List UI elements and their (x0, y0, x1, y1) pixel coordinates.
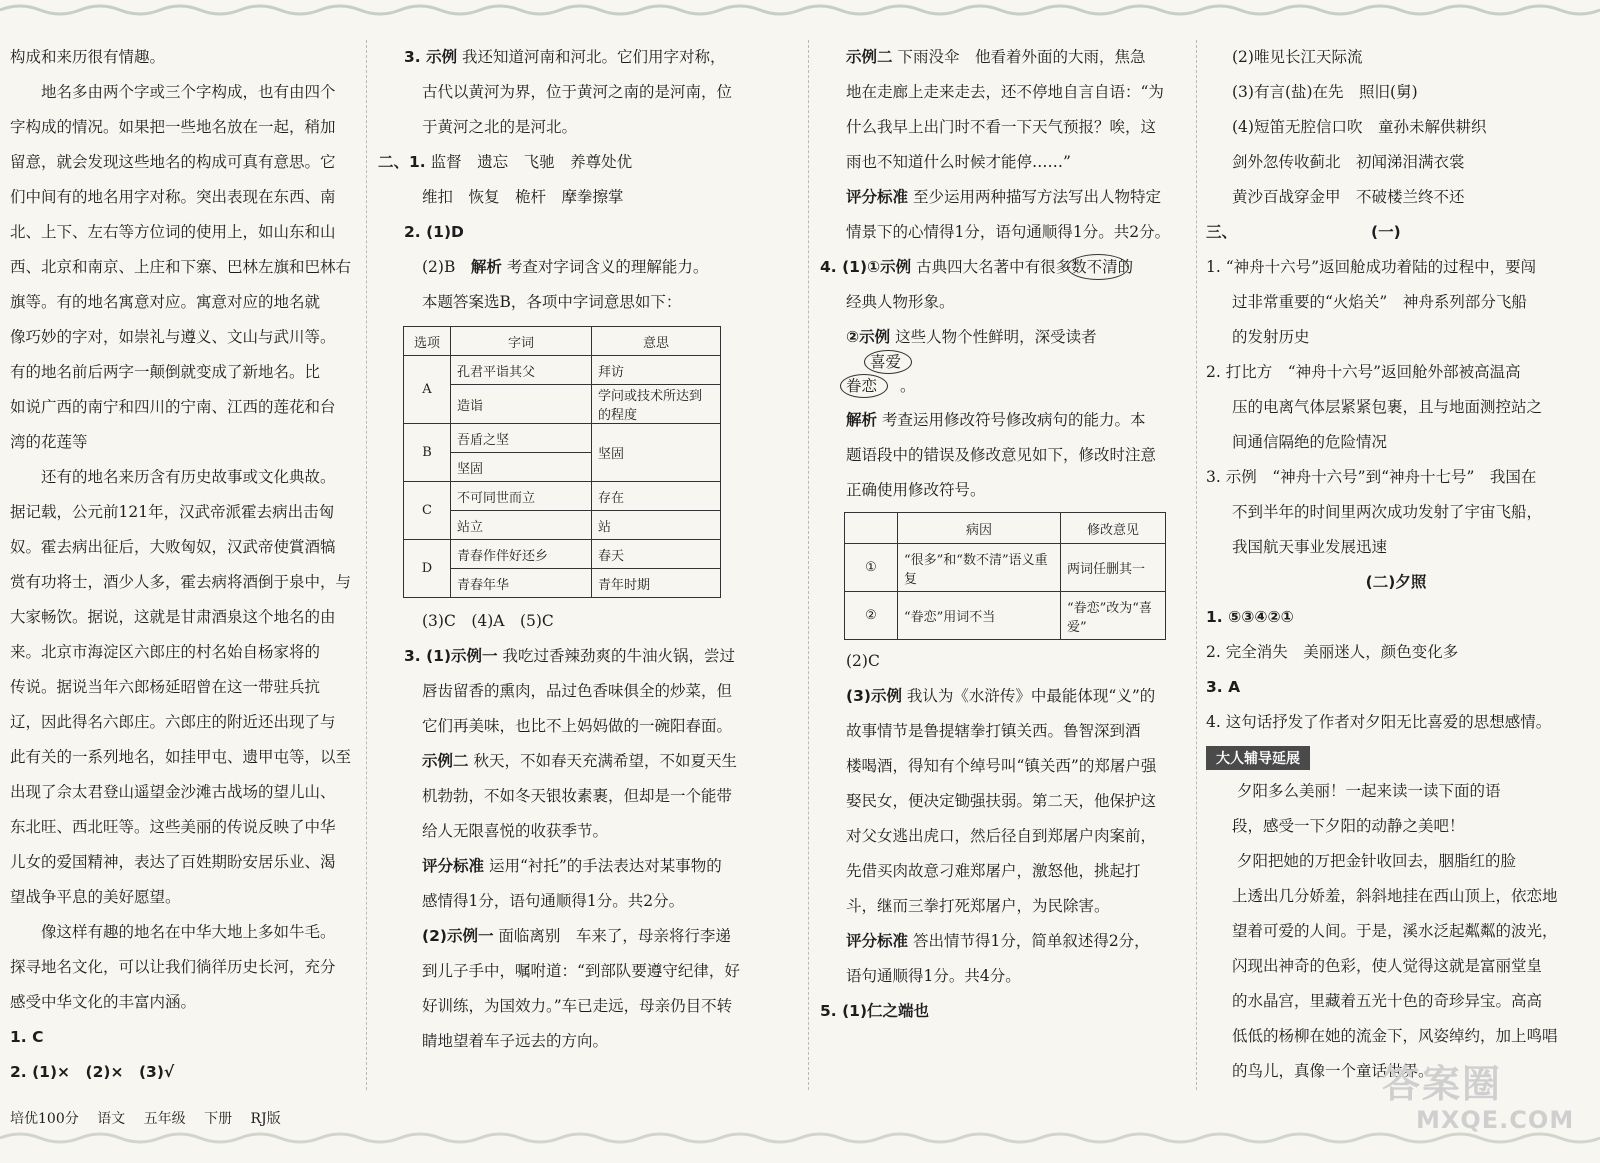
example-label: 示例二 (846, 48, 893, 66)
answer-line: (4)短笛无腔信口吹 童孙未解供耕织 (1232, 118, 1487, 136)
column-4 (1206, 40, 1586, 1089)
text-line: 本题答案选B，各项中字词意思如下： (422, 293, 682, 311)
text-line: 语句通顺得1分。共4分。 (846, 967, 1021, 985)
table-cell: ① (845, 544, 898, 592)
period-mark: 。 (900, 377, 916, 395)
text-line: 至少运用两种描写方法写出人物特定 (912, 188, 1161, 206)
table-cell: 站立 (451, 511, 592, 540)
text-line: 望战争平息的美好愿望。 (10, 888, 181, 906)
revision-line (820, 355, 1190, 403)
answer-line: 2. (1)× (2)× (3)√ (10, 1063, 175, 1081)
table-cell: C (404, 482, 451, 540)
text-line: 于黄河之北的是河北。 (422, 118, 578, 136)
section-label: 三、 (1206, 223, 1238, 241)
replaced-ellipse (840, 374, 888, 398)
table-cell: A (404, 356, 451, 424)
text-line: 娶民女，便决定锄强扶弱。第二天，他保护这 (846, 792, 1157, 810)
text-line: 探寻地名文化，可以让我们徜徉历史长河，充分 (10, 958, 336, 976)
text-line: 它们再美味，也比不上妈妈做的一碗阳春面。 (422, 717, 733, 735)
score-label: 评分标准 (846, 932, 909, 950)
answer-label: (3)示例 (846, 687, 902, 705)
column-1 (10, 40, 358, 1090)
text-line: 3. 示例 “神舟十六号”到“神舟十七号” 我国在 (1206, 468, 1537, 486)
text-line: 儿女的爱国精神，表达了百姓期盼安居乐业、渴 (10, 853, 336, 871)
text-line: 留意，就会发现这些地名的构成可真有意思。它 (10, 153, 336, 171)
footer-term: 下册 (204, 1111, 233, 1127)
table-cell: 拜访 (592, 356, 721, 385)
table-cell: “眷恋”用词不当 (898, 592, 1061, 640)
top-wave-border (0, 0, 1600, 22)
answer-line: 剑外忽传收蓟北 初闻涕泪满衣裳 (1232, 153, 1465, 171)
text-line: 维扣 恢复 桅杆 摩拳擦掌 (422, 188, 624, 206)
watermark-logo (1382, 1062, 1582, 1142)
text-line: 对父女逃出虎口，然后径自到郑屠户肉案前， (846, 827, 1157, 845)
table-cell: 吾盾之坚 (451, 424, 592, 453)
text-line: 楼喝酒，得知有个绰号叫“镇关西”的郑屠户强 (846, 757, 1157, 775)
text-line: 考查对字词含义的理解能力。 (506, 258, 709, 276)
text-line: 地在走廊上走来走去，还不停地自言自语：“为 (846, 83, 1164, 101)
table-header (845, 513, 898, 544)
inserted-text: 喜爱 (870, 353, 902, 371)
marked-text: 数不清 (1071, 258, 1118, 276)
table-cell: 存在 (592, 482, 721, 511)
column-2 (378, 40, 798, 1059)
table-cell: ② (845, 592, 898, 640)
text-line: 这些人物个性鲜明，深受读者 (895, 328, 1097, 346)
table-header: 选项 (404, 327, 451, 356)
text-line: 感情得1分，语句通顺得1分。共2分。 (422, 892, 685, 910)
text-line: 东北旺、西北旺等。这些美丽的传说反映了中华 (10, 818, 336, 836)
answer-line: 黄沙百战穿金甲 不破楼兰终不还 (1232, 188, 1465, 206)
text-line: 旗等。有的地名寓意对应。寓意对应的地名就 (10, 293, 321, 311)
text-line: 雨也不知道什么时候才能停……” (846, 153, 1071, 171)
table-cell: “眷恋”改为“喜爱” (1061, 592, 1166, 640)
text-line: 辽，因此得名六郎庄。六郎庄的附近还出现了与 (10, 713, 336, 731)
table-header: 意思 (592, 327, 721, 356)
text-line: 湾的花莲等 (10, 433, 88, 451)
text-line: 2. 打比方 “神舟十六号”返回舱外部被高温高 (1206, 363, 1521, 381)
text-line: 据记载，公元前121年，汉武帝派霍去病出击匈 (10, 503, 335, 521)
text-line: 好训练，为国效力。”车已走远，母亲仍目不转 (422, 997, 733, 1015)
text-line: 面临离别 车来了，母亲将行李递 (498, 927, 731, 945)
text-line: 像巧妙的字对，如崇礼与遵义、文山与武川等。 (10, 328, 336, 346)
answer-line: (3)C (4)A (5)C (422, 612, 554, 630)
text-line: 西、北京和南京、上庄和下寨、巴林左旗和巴林右 (10, 258, 352, 276)
answer-line: (2)唯见长江天际流 (1232, 48, 1363, 66)
text-line: 我吃过香辣劲爽的牛油火锅，尝过 (502, 647, 735, 665)
answer-label: (2)示例一 (422, 927, 494, 945)
column-divider (366, 40, 367, 1090)
text-line: 赏有功将士，酒少人多，霍去病将酒倒于泉中，与 (10, 573, 352, 591)
word-meaning-table (403, 326, 721, 598)
table-cell: 青年时期 (592, 569, 721, 598)
text-line: 有的地名前后两字一颠倒就变成了新地名。比 (10, 363, 321, 381)
text-line: 闪现出神奇的色彩，使人觉得这就是富丽堂皇 (1232, 957, 1543, 975)
text-line: 古代以黄河为界，位于黄河之南的是河南，位 (422, 83, 733, 101)
answer-line: (2)C (846, 652, 880, 670)
text-line: 低低的杨柳在她的流金下，风姿绰约，加上鸣唱 (1232, 1027, 1558, 1045)
footer-grade: 五年级 (143, 1111, 186, 1127)
text-line: 段，感受一下夕阳的动静之美吧！ (1232, 817, 1465, 835)
text-line: 压的电离气体层紧紧包裹，且与地面测控站之 (1232, 398, 1543, 416)
text-line: 我还知道河南和河北。它们用字对称， (462, 48, 726, 66)
analysis-keyword: 解析 (846, 411, 878, 429)
answer-label: 3. (1)示例一 (404, 647, 498, 665)
section-title: (一) (1371, 223, 1401, 241)
table-cell: B (404, 424, 451, 482)
text-line: 什么我早上出门时不看一下天气预报？唉，这 (846, 118, 1157, 136)
table-cell: 青春年华 (451, 569, 592, 598)
footer-subject: 语文 (97, 1111, 126, 1127)
answer-line: 1. C (10, 1028, 44, 1046)
table-cell: 学问或技术所达到的程度 (592, 385, 721, 424)
text-line: 过非常重要的“火焰关” 神舟系列部分飞船 (1232, 293, 1527, 311)
score-label: 评分标准 (422, 857, 485, 875)
text-line: 地名多由两个字或三个字构成，也有由四个 (41, 83, 336, 101)
table-cell: “很多”和“数不清”语义重复 (898, 544, 1061, 592)
text-line: 睛地望着车子远去的方向。 (422, 1032, 609, 1050)
extension-badge: 大人辅导延展 (1206, 746, 1310, 770)
answer-line: 1. ⑤③④②① (1206, 608, 1294, 626)
text-line: 北、上下、左右等方位词的使用上，如山东和山 (10, 223, 336, 241)
table-cell: 春天 (592, 540, 721, 569)
table-cell: D (404, 540, 451, 598)
text-line: 下雨没伞 他看着外面的大雨，焦急 (897, 48, 1146, 66)
text-line: 经典人物形象。 (846, 293, 955, 311)
text-line: 正确使用修改符号。 (846, 481, 986, 499)
text-line: 监督 遗忘 飞驰 养尊处优 (430, 153, 633, 171)
answer-line: 5. (1)仁之端也 (820, 1002, 930, 1020)
table-cell: 青春作伴好还乡 (451, 540, 592, 569)
column-divider (1196, 40, 1197, 1090)
text-line: 机勃勃，不如冬天银妆素裹，但却是一个能带 (422, 787, 733, 805)
text-line: 奴。霍去病出征后，大败匈奴，汉武帝使賞酒犒 (10, 538, 336, 556)
example-label: 示例二 (422, 752, 469, 770)
answer-label: 4. (1)①示例 (820, 258, 912, 276)
text-line: 考查运用修改符号修改病句的能力。本 (881, 411, 1146, 429)
watermark-cn: 答案圈 (1382, 1062, 1503, 1106)
text-line: 构成和来历很有情趣。 (10, 48, 166, 66)
text-line: 先借买肉故意刁难郑屠户，激怒他，挑起打 (846, 862, 1141, 880)
text-line: 给人无限喜悦的收获季节。 (422, 822, 609, 840)
table-cell: 孔君平诣其父 (451, 356, 592, 385)
table-cell: 坚固 (592, 424, 721, 482)
bottom-wave-border (0, 1128, 1600, 1150)
answer-line: 3. A (1206, 678, 1241, 696)
text-line: 情景下的心情得1分，语句通顺得1分。共2分。 (846, 223, 1171, 241)
answer-label: (2)B (422, 258, 456, 276)
text-line: 唇齿留香的熏肉，品过色香味俱全的炒菜，但 (422, 682, 733, 700)
text-line: 还有的地名来历含有历史故事或文化典故。 (41, 468, 336, 486)
text-line: 答出情节得1分，简单叙述得2分， (912, 932, 1150, 950)
text-line: 我认为《水浒传》中最能体现“义”的 (906, 687, 1156, 705)
text-line: 的水晶宫，里藏着五光十色的奇珍异宝。高高 (1232, 992, 1543, 1010)
text-line: 的 (1117, 258, 1134, 276)
text-line: 的鸟儿，真像一个童话世界。 (1232, 1062, 1434, 1080)
text-line: 出现了佘太君登山遥望金沙滩古战场的望儿山、 (10, 783, 336, 801)
text-line: 古典四大名著中有很多 (916, 258, 1072, 276)
answer-line: 4. 这句话抒发了作者对夕阳无比喜爱的思想感情。 (1206, 713, 1552, 731)
text-line: 题语段中的错误及修改意见如下，修改时注意 (846, 446, 1157, 464)
text-line: 望着可爱的人间。于是，溪水泛起粼粼的波光， (1232, 922, 1558, 940)
replaced-text: 眷恋 (846, 377, 878, 395)
watermark-url: MXQE.COM (1416, 1106, 1575, 1134)
column-3 (820, 40, 1190, 1029)
error-revision-table (844, 512, 1166, 640)
table-cell: 两词任删其一 (1061, 544, 1166, 592)
text-line: 像这样有趣的地名在中华大地上多如牛毛。 (41, 923, 336, 941)
page-footer (10, 1108, 295, 1128)
text-line: 秋天，不如春天充满希望，不如夏天生 (473, 752, 737, 770)
answer-line: 2. 完全消失 美丽迷人，颜色变化多 (1206, 643, 1459, 661)
answer-line: 2. (1)D (404, 223, 464, 241)
text-line: 此有关的一系列地名，如挂甲屯、遗甲屯等，以至 (10, 748, 352, 766)
text-line: 夕阳把她的万把金针收回去，胭脂红的脸 (1237, 852, 1517, 870)
answer-line: (3)有言(盐)在先 照旧(舅) (1232, 83, 1418, 101)
text-line: 1. “神舟十六号”返回舱成功着陆的过程中，要闯 (1206, 258, 1537, 276)
text-line: 不到半年的时间里两次成功发射了宇宙飞船， (1232, 503, 1543, 521)
text-line: 如说广西的南宁和四川的宁南、江西的莲花和台 (10, 398, 336, 416)
footer-brand: 培优100分 (10, 1111, 79, 1127)
text-line: 来。北京市海淀区六郎庄的村名始自杨家将的 (10, 643, 321, 661)
text-line: 夕阳多么美丽！一起来读一读下面的语 (1237, 782, 1501, 800)
text-line: 到儿子手中，嘱咐道：“到部队要遵守纪律，好 (422, 962, 740, 980)
text-line: 感受中华文化的丰富内涵。 (10, 993, 197, 1011)
table-cell: 造诣 (451, 385, 592, 424)
text-line: 斗，继而三拳打死郑屠户，为民除害。 (846, 897, 1110, 915)
text-line: 大家畅饮。据说，这就是甘肃酒泉这个地名的由 (10, 608, 336, 626)
footer-edition: RJ版 (250, 1111, 281, 1127)
section-label: 二、1. (378, 153, 426, 171)
text-line: 间通信隔绝的危险情况 (1232, 433, 1388, 451)
text-line: 传说。据说当年六郎杨延昭曾在这一带驻兵抗 (10, 678, 321, 696)
text-line: 运用“衬托”的手法表达对某事物的 (488, 857, 722, 875)
section-title: (二)夕照 (1365, 573, 1427, 591)
text-line: 上透出几分娇羞，斜斜地挂在西山顶上，依恋地 (1232, 887, 1558, 905)
text-line: 字构成的情况。如果把一些地名放在一起，稍加 (10, 118, 336, 136)
answer-label: ②示例 (846, 328, 891, 346)
table-header: 修改意见 (1061, 513, 1166, 544)
answer-label: 3. 示例 (404, 48, 458, 66)
deletion-mark (1071, 250, 1118, 285)
replaced-mark (846, 369, 877, 404)
table-cell: 站 (592, 511, 721, 540)
table-cell: 坚固 (451, 453, 592, 482)
analysis-keyword: 解析 (470, 258, 502, 276)
text-line: 故事情节是鲁提辖拳打镇关西。鲁智深到酒 (846, 722, 1141, 740)
text-line: 们中间有的地名用字对称。突出表现在东西、南 (10, 188, 336, 206)
table-header: 病因 (898, 513, 1061, 544)
text-line: 的发射历史 (1232, 328, 1310, 346)
table-cell: 不可同世而立 (451, 482, 592, 511)
column-divider (808, 40, 809, 1090)
text-line: 我国航天事业发展迅速 (1232, 538, 1388, 556)
deletion-ellipse (1067, 254, 1129, 280)
score-label: 评分标准 (846, 188, 909, 206)
table-header: 字词 (451, 327, 592, 356)
